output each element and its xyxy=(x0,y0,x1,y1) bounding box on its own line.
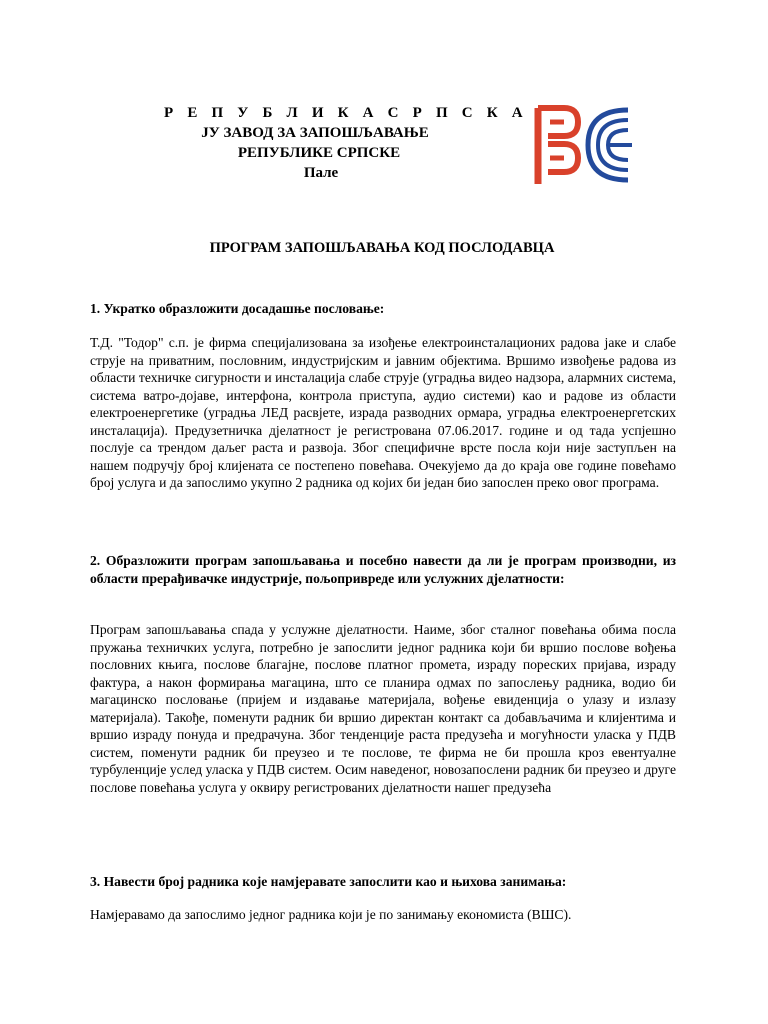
header-republic-genitive: РЕПУБЛИКЕ СРПСКЕ xyxy=(237,145,401,161)
header-institution: ЈУ ЗАВОД ЗА ЗАПОШЉАВАЊЕ xyxy=(201,125,429,141)
header-city: Пале xyxy=(303,165,339,181)
section-3-heading: 3. Навести број радника које намјеравате запослити као и њихова занимања: xyxy=(90,874,567,889)
document-title: ПРОГРАМ ЗАПОШЉАВАЊА КОД ПОСЛОДАВЦА xyxy=(209,240,555,256)
zzzrs-logo-icon xyxy=(528,100,634,190)
section-1-body: Т.Д. "Тодор" с.п. је фирма специјализована за изођење електроинсталационих радова јаке и слабе струје на приватним, пословним, индустријским и јавним објектима. Вршимо извођење радова из области техничке сигурности и инсталација слабе струје (уградња видео надзора, алармних система, система ватро-дојаве, интерфона, контрола приступа, аудио системи) као и радове из области електроенергетике (уградња ЛЕД расвјете, израда разводних ормара, уградња електроенергетских инсталација). Предузетничка дјелатност је регистрована 07.06.2017. године и од тада успјешно послује са трендом даљег раста и развоја. Због специфичне врсте посла који није заступљен на нашем подручју број клијената се постепено повећава. Очекујемо да до краја ове године повећамо број услуга и да запослимо укупно 2 радника од којих би један био запослен преко овог програма. xyxy=(90,335,676,490)
section-3-body: Намјеравамо да запослимо једног радника који је по занимању економиста (ВШС). xyxy=(90,907,572,922)
header-republic: Р Е П У Б Л И К А С Р П С К А xyxy=(164,105,528,121)
institution-header xyxy=(150,103,528,183)
section-2-heading: 2. Образложити програм запошљавања и посебно навести да ли је програм производни, из области прерађивачке индустрије, пољопривреде или услужних дјелатности: xyxy=(90,553,676,586)
section-2-body: Програм запошљавања спада у услужне дјелатности. Наиме, због сталног повећања обима посла пружања техничких услуга, потребно је запослити једног радника који би вршио послове вођења пословних књига, послове благајне, послове платног промета, израду пореских пријава, израду фактура, а након формирања магацина, што се планира одмах по запослењу радника, водио би магацинско пословање (пријем и издавање материјала, вођење евиденција о улазу и излазу материјала). Такође, поменути радник би вршио директан контакт са добављачима и клијентима и вршио израду понуда и предрачуна. Због тенденције раста предузећа и могућности уласка у ПДВ систем, поменути радник би преузео и те послове, те фирма не би прошла кроз евентуалне турбуленције услед уласка у ПДВ систем. Осим наведеног, новозапослени радник би преузео и друге послове повећања услуга у оквиру регистрованих дјелатности нашег предузећа xyxy=(90,622,676,795)
section-1-heading: 1. Укратко образложити досадашње пословање: xyxy=(90,301,385,316)
